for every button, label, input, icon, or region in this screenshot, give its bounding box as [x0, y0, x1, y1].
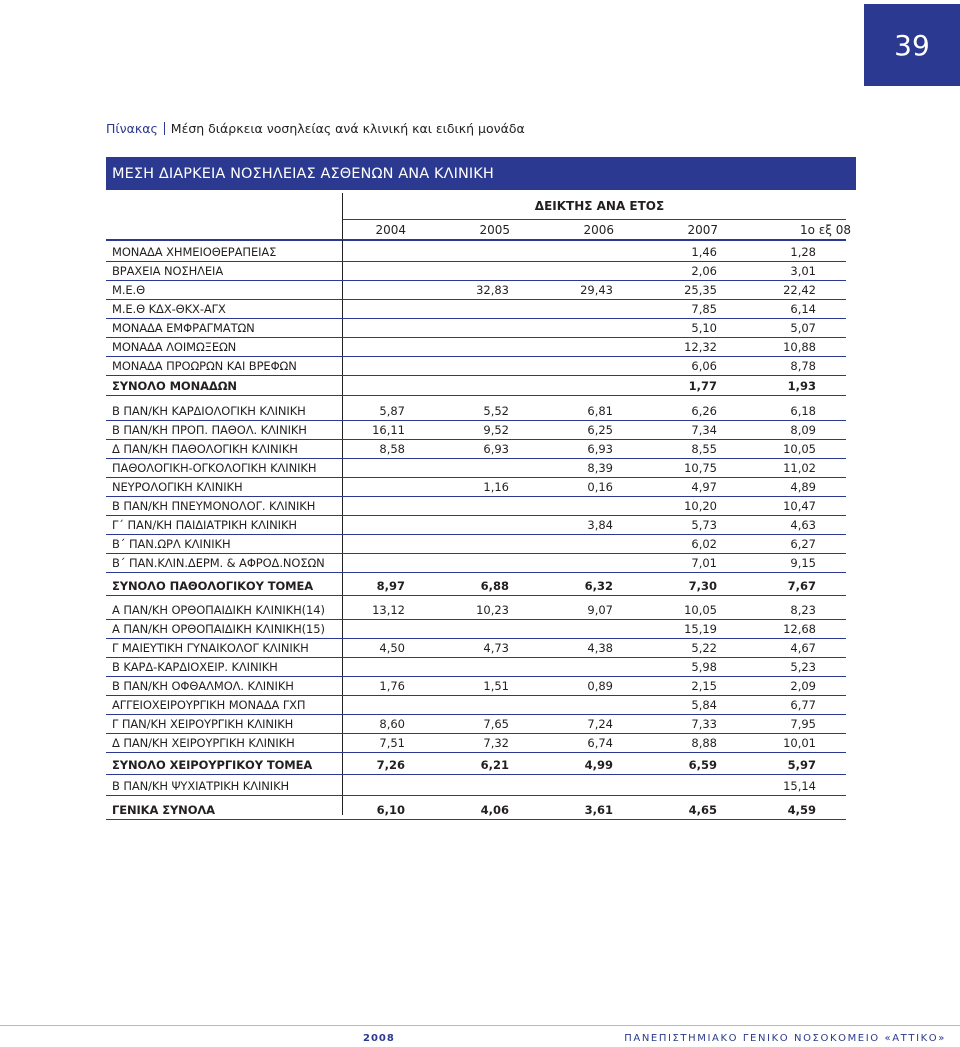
- cell-1ο-εξ-08: 6,77: [790, 698, 816, 712]
- cell-2007: 8,55: [691, 442, 717, 456]
- cell-2006: 8,39: [587, 461, 613, 475]
- cell-1ο-εξ-08: 1,28: [790, 245, 816, 259]
- cell-2006: 3,84: [587, 518, 613, 532]
- row-label: Δ ΠΑΝ/ΚΗ ΧΕΙΡΟΥΡΓΙΚΗ ΚΛΙΝΙΚΗ: [112, 736, 295, 750]
- row-label: Β΄ ΠΑΝ.ΩΡΛ ΚΛΙΝΙΚΗ: [112, 537, 231, 551]
- cell-1ο-εξ-08: 9,15: [790, 556, 816, 570]
- row-label: Β ΠΑΝ/ΚΗ ΠΝΕΥΜΟΝΟΛΟΓ. ΚΛΙΝΙΚΗ: [112, 499, 316, 513]
- table-row: [106, 421, 846, 439]
- cell-1ο-εξ-08: 5,07: [790, 321, 816, 335]
- cell-2006: 3,61: [584, 803, 613, 817]
- row-label: ΜΟΝΑΔΑ ΛΟΙΜΩΞΕΩΝ: [112, 340, 237, 354]
- cell-1ο-εξ-08: 11,02: [783, 461, 816, 475]
- row-label: ΜΟΝΑΔΑ ΕΜΦΡΑΓΜΑΤΩΝ: [112, 321, 255, 335]
- cell-2007: 2,15: [691, 679, 717, 693]
- cell-1ο-εξ-08: 8,78: [790, 359, 816, 373]
- cell-1ο-εξ-08: 10,05: [783, 442, 816, 456]
- table-row: [106, 357, 846, 375]
- cell-2005: 9,52: [483, 423, 509, 437]
- table-row: [106, 734, 846, 752]
- cell-1ο-εξ-08: 6,14: [790, 302, 816, 316]
- row-label: Β΄ ΠΑΝ.ΚΛΙΝ.ΔΕΡΜ. & ΑΦΡΟΔ.ΝΟΣΩΝ: [112, 556, 325, 570]
- table-row: [106, 516, 846, 534]
- table-row: [106, 554, 846, 572]
- cell-1ο-εξ-08: 5,23: [790, 660, 816, 674]
- cell-2006: 7,24: [587, 717, 613, 731]
- table-row: [106, 281, 846, 299]
- cell-2007: 7,30: [688, 579, 717, 593]
- cell-1ο-εξ-08: 4,63: [790, 518, 816, 532]
- table-row: [106, 601, 846, 619]
- cell-2007: 5,98: [691, 660, 717, 674]
- row-label: ΓΕΝΙΚΑ ΣΥΝΟΛΑ: [112, 803, 215, 817]
- year-header-2004: 2004: [375, 223, 406, 237]
- cell-2006: 6,25: [587, 423, 613, 437]
- cell-1ο-εξ-08: 12,68: [783, 622, 816, 636]
- row-label: ΣΥΝΟΛΟ ΠΑΘΟΛΟΓΙΚΟΥ ΤΟΜΕΑ: [112, 579, 314, 593]
- cell-2004: 13,12: [372, 603, 405, 617]
- table-row: [106, 715, 846, 733]
- cell-2004: 7,51: [379, 736, 405, 750]
- table-row: [106, 243, 846, 261]
- cell-1ο-εξ-08: 7,67: [787, 579, 816, 593]
- footer-year: 2008: [363, 1033, 395, 1044]
- page-number: 39: [864, 4, 960, 86]
- cell-2007: 5,84: [691, 698, 717, 712]
- table-row: [106, 262, 846, 280]
- cell-2007: 7,34: [691, 423, 717, 437]
- cell-1ο-εξ-08: 8,09: [790, 423, 816, 437]
- table-row: [106, 777, 846, 795]
- cell-2006: 0,89: [587, 679, 613, 693]
- cell-2007: 12,32: [684, 340, 717, 354]
- cell-1ο-εξ-08: 22,42: [783, 283, 816, 297]
- table-total-row: [106, 377, 846, 395]
- cell-1ο-εξ-08: 1,93: [787, 379, 816, 393]
- table-row: [106, 696, 846, 714]
- cell-2007: 7,85: [691, 302, 717, 316]
- cell-1ο-εξ-08: 4,59: [787, 803, 816, 817]
- cell-2007: 1,77: [688, 379, 717, 393]
- caption-text: Μέση διάρκεια νοσηλείας ανά κλινική και ειδική μονάδα: [170, 121, 525, 136]
- table-row: [106, 658, 846, 676]
- cell-2005: 32,83: [476, 283, 509, 297]
- cell-1ο-εξ-08: 4,89: [790, 480, 816, 494]
- cell-2006: 6,93: [587, 442, 613, 456]
- table-title: ΜΕΣΗ ΔΙΑΡΚΕΙΑ ΝΟΣΗΛΕΙΑΣ ΑΣΘΕΝΩΝ ΑΝΑ ΚΛΙΝΙΚΗ: [106, 157, 856, 190]
- cell-2004: 8,58: [379, 442, 405, 456]
- cell-2007: 25,35: [684, 283, 717, 297]
- cell-2005: 7,65: [483, 717, 509, 731]
- row-label: Β ΠΑΝ/ΚΗ ΨΥΧΙΑΤΡΙΚΗ ΚΛΙΝΙΚΗ: [112, 779, 290, 793]
- table-row: [106, 402, 846, 420]
- cell-2007: 2,06: [691, 264, 717, 278]
- cell-2004: 8,60: [379, 717, 405, 731]
- cell-2005: 6,93: [483, 442, 509, 456]
- cell-2007: 6,06: [691, 359, 717, 373]
- cell-1ο-εξ-08: 2,09: [790, 679, 816, 693]
- cell-1ο-εξ-08: 8,23: [790, 603, 816, 617]
- table-row: [106, 440, 846, 458]
- row-label: Γ ΜΑΙΕΥΤΙΚΗ ΓΥΝΑΙΚΟΛΟΓ ΚΛΙΝΙΚΗ: [112, 641, 309, 655]
- row-label: Β ΠΑΝ/ΚΗ ΟΦΘΑΛΜΟΛ. ΚΛΙΝΙΚΗ: [112, 679, 294, 693]
- table-row: [106, 497, 846, 515]
- cell-2005: 6,88: [480, 579, 509, 593]
- table-row: [106, 338, 846, 356]
- row-label: Γ΄ ΠΑΝ/ΚΗ ΠΑΙΔΙΑΤΡΙΚΗ ΚΛΙΝΙΚΗ: [112, 518, 297, 532]
- cell-2007: 10,20: [684, 499, 717, 513]
- table-row: [106, 677, 846, 695]
- row-label: Α ΠΑΝ/ΚΗ ΟΡΘΟΠΑΙΔΙΚΗ ΚΛΙΝΙΚΗ(15): [112, 622, 325, 636]
- cell-2007: 7,01: [691, 556, 717, 570]
- row-label: ΠΑΘΟΛΟΓΙΚΗ-ΟΓΚΟΛΟΓΙΚΗ ΚΛΙΝΙΚΗ: [112, 461, 317, 475]
- header-rule: [106, 239, 846, 241]
- cell-2007: 5,10: [691, 321, 717, 335]
- cell-2007: 6,59: [688, 758, 717, 772]
- table-total-row: [106, 756, 846, 774]
- cell-2004: 8,97: [376, 579, 405, 593]
- cell-2007: 4,65: [688, 803, 717, 817]
- cell-2007: 6,26: [691, 404, 717, 418]
- cell-2007: 5,73: [691, 518, 717, 532]
- year-header-2007: 2007: [687, 223, 718, 237]
- row-label: ΣΥΝΟΛΟ ΧΕΙΡΟΥΡΓΙΚΟΥ ΤΟΜΕΑ: [112, 758, 313, 772]
- cell-1ο-εξ-08: 15,14: [783, 779, 816, 793]
- table-row: [106, 319, 846, 337]
- cell-1ο-εξ-08: 6,18: [790, 404, 816, 418]
- cell-2005: 7,32: [483, 736, 509, 750]
- table-caption: [106, 121, 525, 136]
- row-label: Γ ΠΑΝ/ΚΗ ΧΕΙΡΟΥΡΓΙΚΗ ΚΛΙΝΙΚΗ: [112, 717, 294, 731]
- cell-2006: 6,32: [584, 579, 613, 593]
- cell-2005: 1,51: [483, 679, 509, 693]
- caption-separator: [164, 122, 165, 135]
- table-row: [106, 478, 846, 496]
- row-label: Β ΠΑΝ/ΚΗ ΠΡΟΠ. ΠΑΘΟΛ. ΚΛΙΝΙΚΗ: [112, 423, 307, 437]
- cell-2004: 4,50: [379, 641, 405, 655]
- cell-1ο-εξ-08: 4,67: [790, 641, 816, 655]
- row-label: ΜΟΝΑΔΑ ΧΗΜΕΙΟΘΕΡΑΠΕΙΑΣ: [112, 245, 277, 259]
- cell-2006: 6,81: [587, 404, 613, 418]
- row-label: ΑΓΓΕΙΟΧΕΙΡΟΥΡΓΙΚΗ ΜΟΝΑΔΑ ΓΧΠ: [112, 698, 306, 712]
- cell-1ο-εξ-08: 3,01: [790, 264, 816, 278]
- cell-1ο-εξ-08: 10,01: [783, 736, 816, 750]
- cell-2004: 16,11: [372, 423, 405, 437]
- cell-2007: 10,75: [684, 461, 717, 475]
- cell-2007: 15,19: [684, 622, 717, 636]
- cell-2007: 6,02: [691, 537, 717, 551]
- cell-2006: 29,43: [580, 283, 613, 297]
- cell-2006: 4,99: [584, 758, 613, 772]
- footer-hospital-name: ΠΑΝΕΠΙΣΤΗΜΙΑΚΟ ΓΕΝΙΚΟ ΝΟΣΟΚΟΜΕΙΟ «ΑΤΤΙΚΟ»: [624, 1033, 946, 1044]
- cell-2006: 0,16: [587, 480, 613, 494]
- cell-2005: 6,21: [480, 758, 509, 772]
- row-label: Μ.Ε.Θ ΚΔΧ-ΘΚΧ-ΑΓΧ: [112, 302, 226, 316]
- table-total-row: [106, 801, 846, 819]
- footer-rule: [0, 1025, 960, 1026]
- cell-2004: 5,87: [379, 404, 405, 418]
- row-label: ΒΡΑΧΕΙΑ ΝΟΣΗΛΕΙΑ: [112, 264, 224, 278]
- row-label: Β ΚΑΡΔ-ΚΑΡΔΙΟΧΕΙΡ. ΚΛΙΝΙΚΗ: [112, 660, 278, 674]
- cell-2006: 4,38: [587, 641, 613, 655]
- table-row: [106, 639, 846, 657]
- table-row: [106, 620, 846, 638]
- cell-2006: 6,74: [587, 736, 613, 750]
- cell-2007: 7,33: [691, 717, 717, 731]
- cell-2004: 7,26: [376, 758, 405, 772]
- row-label: Α ΠΑΝ/ΚΗ ΟΡΘΟΠΑΙΔΙΚΗ ΚΛΙΝΙΚΗ(14): [112, 603, 325, 617]
- table-row: [106, 459, 846, 477]
- cell-1ο-εξ-08: 6,27: [790, 537, 816, 551]
- row-label: ΝΕΥΡΟΛΟΓΙΚΗ ΚΛΙΝΙΚΗ: [112, 480, 243, 494]
- year-header-2008-h1: 1ο εξ 08: [799, 223, 851, 237]
- cell-2005: 10,23: [476, 603, 509, 617]
- year-header-row: [342, 219, 851, 239]
- cell-2007: 8,88: [691, 736, 717, 750]
- row-label: ΜΟΝΑΔΑ ΠΡΟΩΡΩΝ ΚΑΙ ΒΡΕΦΩΝ: [112, 359, 297, 373]
- row-label: Β ΠΑΝ/ΚΗ ΚΑΡΔΙΟΛΟΓΙΚΗ ΚΛΙΝΙΚΗ: [112, 404, 306, 418]
- indicator-header: ΔΕΙΚΤΗΣ ΑΝΑ ΕΤΟΣ: [342, 193, 856, 219]
- cell-2004: 6,10: [376, 803, 405, 817]
- table-total-row: [106, 577, 846, 595]
- cell-2007: 1,46: [691, 245, 717, 259]
- cell-2007: 10,05: [684, 603, 717, 617]
- cell-2007: 4,97: [691, 480, 717, 494]
- table-row: [106, 535, 846, 553]
- cell-1ο-εξ-08: 5,97: [787, 758, 816, 772]
- cell-2004: 1,76: [379, 679, 405, 693]
- cell-2006: 9,07: [587, 603, 613, 617]
- row-label: Δ ΠΑΝ/ΚΗ ΠΑΘΟΛΟΓΙΚΗ ΚΛΙΝΙΚΗ: [112, 442, 298, 456]
- cell-2005: 4,06: [480, 803, 509, 817]
- cell-2005: 5,52: [483, 404, 509, 418]
- cell-1ο-εξ-08: 10,47: [783, 499, 816, 513]
- cell-1ο-εξ-08: 7,95: [790, 717, 816, 731]
- cell-1ο-εξ-08: 10,88: [783, 340, 816, 354]
- caption-label: Πίνακας: [106, 121, 158, 136]
- year-header-2006: 2006: [583, 223, 614, 237]
- cell-2007: 5,22: [691, 641, 717, 655]
- row-label: ΣΥΝΟΛΟ ΜΟΝΑΔΩΝ: [112, 379, 237, 393]
- cell-2005: 1,16: [483, 480, 509, 494]
- year-header-2005: 2005: [479, 223, 510, 237]
- table-row: [106, 300, 846, 318]
- row-label: Μ.Ε.Θ: [112, 283, 146, 297]
- cell-2005: 4,73: [483, 641, 509, 655]
